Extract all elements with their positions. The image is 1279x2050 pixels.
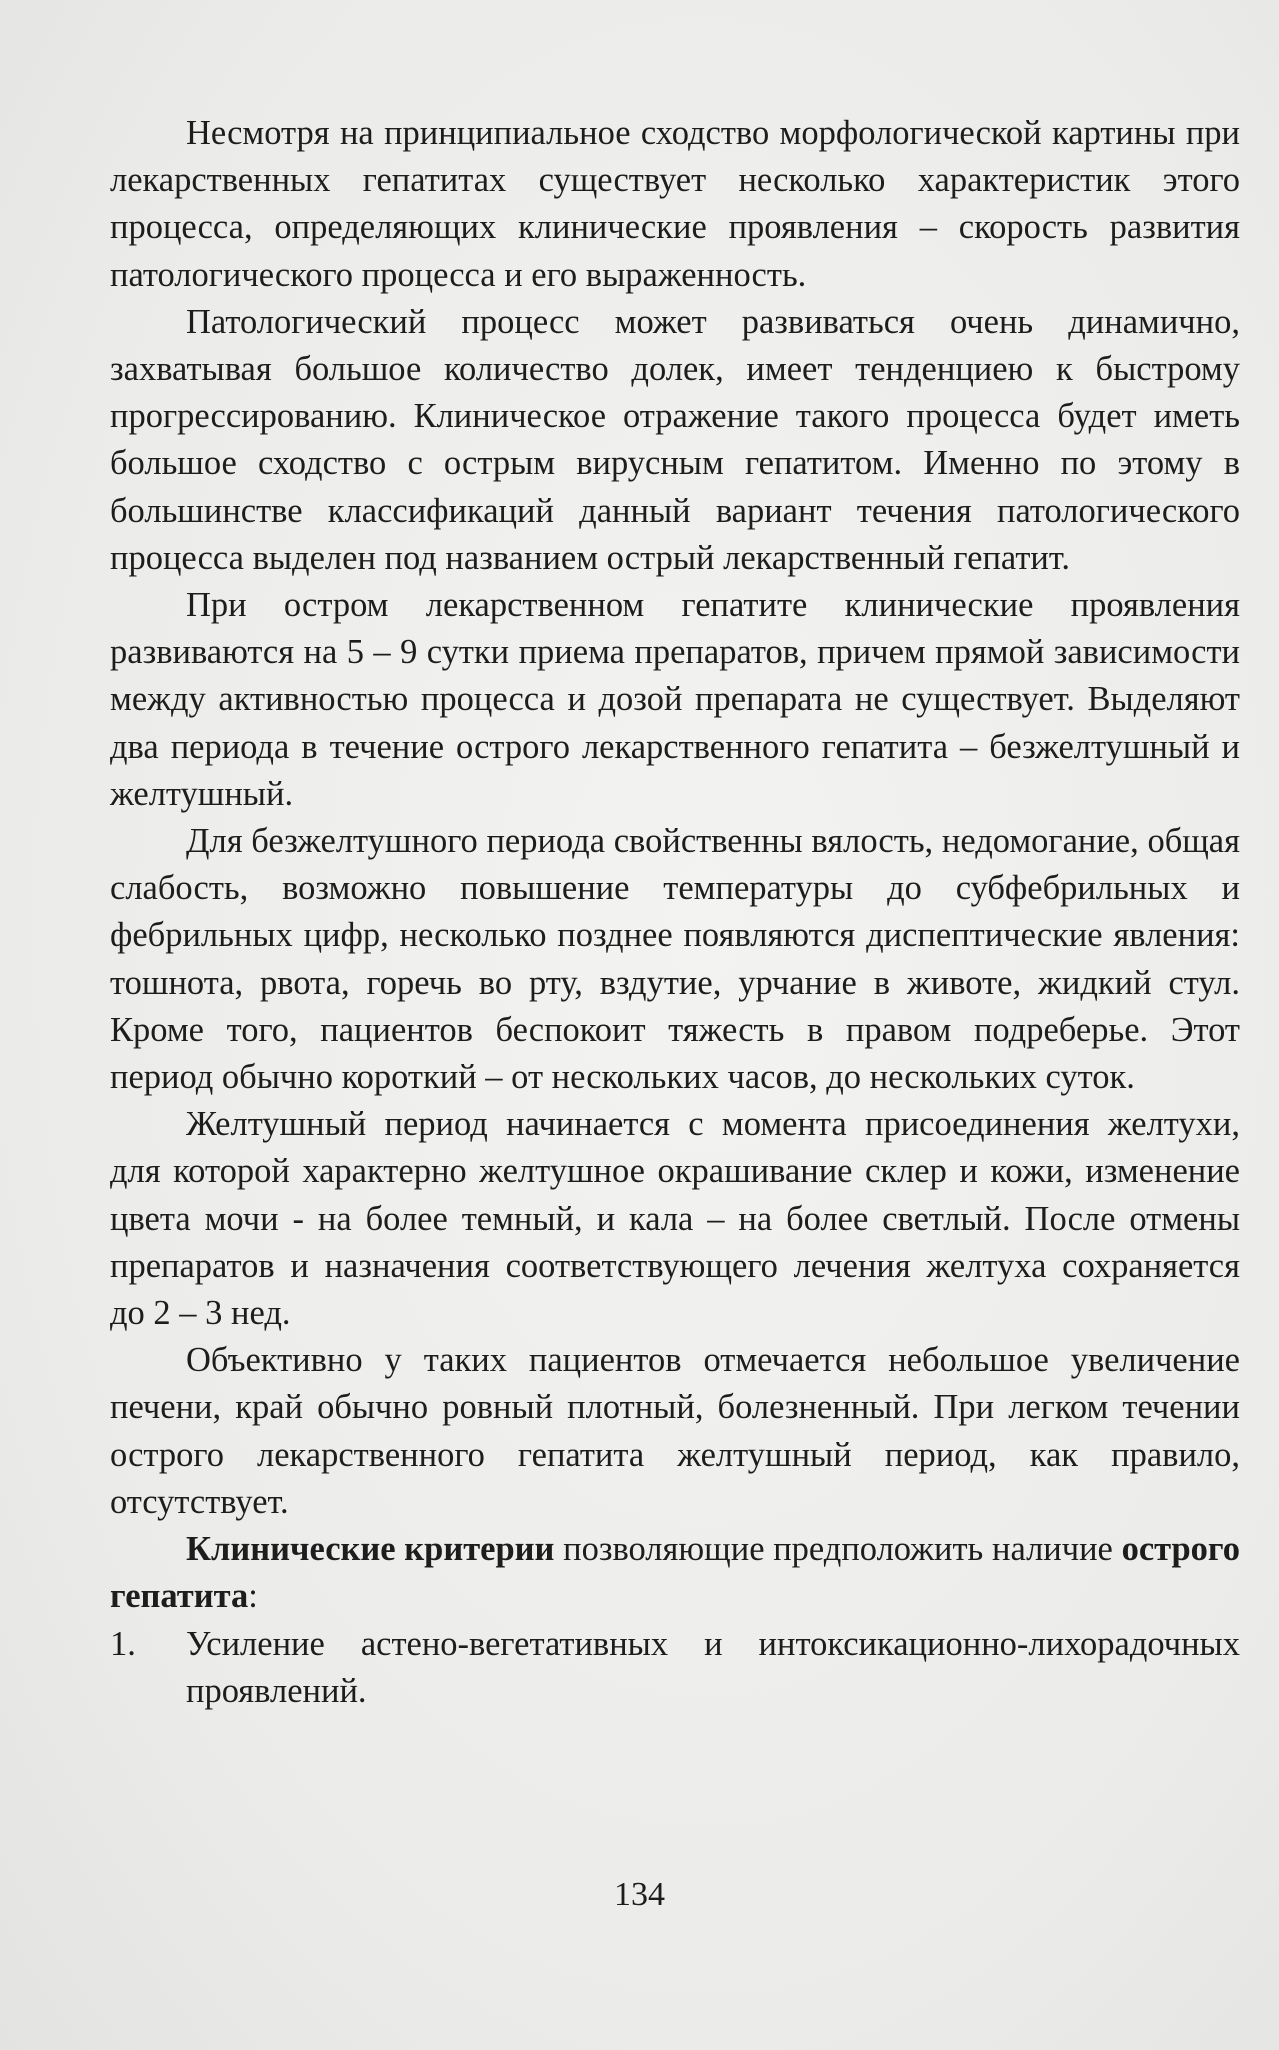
criteria-text: позволяющие предположить наличие <box>554 1530 1122 1569</box>
criteria-colon: : <box>248 1577 258 1616</box>
page-text <box>110 110 1240 1715</box>
paragraph: Объективно у таких пациентов отмечается небольшое увеличение печени, край обычно ровный плотный, болезненный. При легком течении острого лекарственного гепатита желтушный период, как правило, отсутствует. <box>110 1341 1240 1521</box>
criteria-bold-diagnosis: острого гепатита <box>110 1530 1240 1616</box>
paragraph: Для безжелтушного периода свойственны вялость, недомогание, общая слабость, возможно повышение температуры до субфебрильных и фебрильных цифр, несколько позднее появляются диспептические явления: тошнота, рвота, горечь во рту, вздутие, урчание в животе, жидкий стул. Кроме того, пациентов беспокоит тяжесть в правом подреберье. Этот период обычно короткий – от нескольких часов, до нескольких суток. <box>110 822 1240 1097</box>
list-number: 1. <box>110 1624 136 1663</box>
criteria-heading <box>110 1526 1240 1620</box>
paragraph: При остром лекарственном гепатите клинические проявления развиваются на 5 – 9 сутки приема препаратов, причем прямой зависимости между активностью процесса и дозой препарата не существует. Выделяют два периода в течение острого лекарственного гепатита – безжелтушный и желтушный. <box>110 586 1240 813</box>
paragraph: Желтушный период начинается с момента присоединения желтухи, для которой характерно желтушное окрашивание склер и кожи, изменение цвета мочи - на более темный, и кала – на более светлый. После отмены препаратов и назначения соответствующего лечения желтуха сохраняется до 2 – 3 нед. <box>110 1105 1240 1333</box>
list-text: Усиление астено-вегетативных и интоксикационно-лихорадочных проявлений. <box>186 1624 1240 1710</box>
paragraph: Патологический процесс может развиваться очень динамично, захватывая большое количество долек, имеет тенденциею к быстрому прогрессированию. Клиническое отражение такого процесса будет иметь большое сходство с острым вирусным гепатитом. Именно по этому в большинстве классификаций данный вариант течения патологического процесса выделен под названием острый лекарственный гепатит. <box>110 302 1240 577</box>
paragraph: Несмотря на принципиальное сходство морфологической картины при лекарственных гепатитах существует несколько характеристик этого процесса, определяющих клинические проявления – скорость развития патологического процесса и его выраженность. <box>110 114 1240 294</box>
criteria-bold-term: Клинические критерии <box>186 1530 555 1569</box>
list-item <box>110 1621 1240 1715</box>
page-number: 134 <box>614 1876 665 1913</box>
